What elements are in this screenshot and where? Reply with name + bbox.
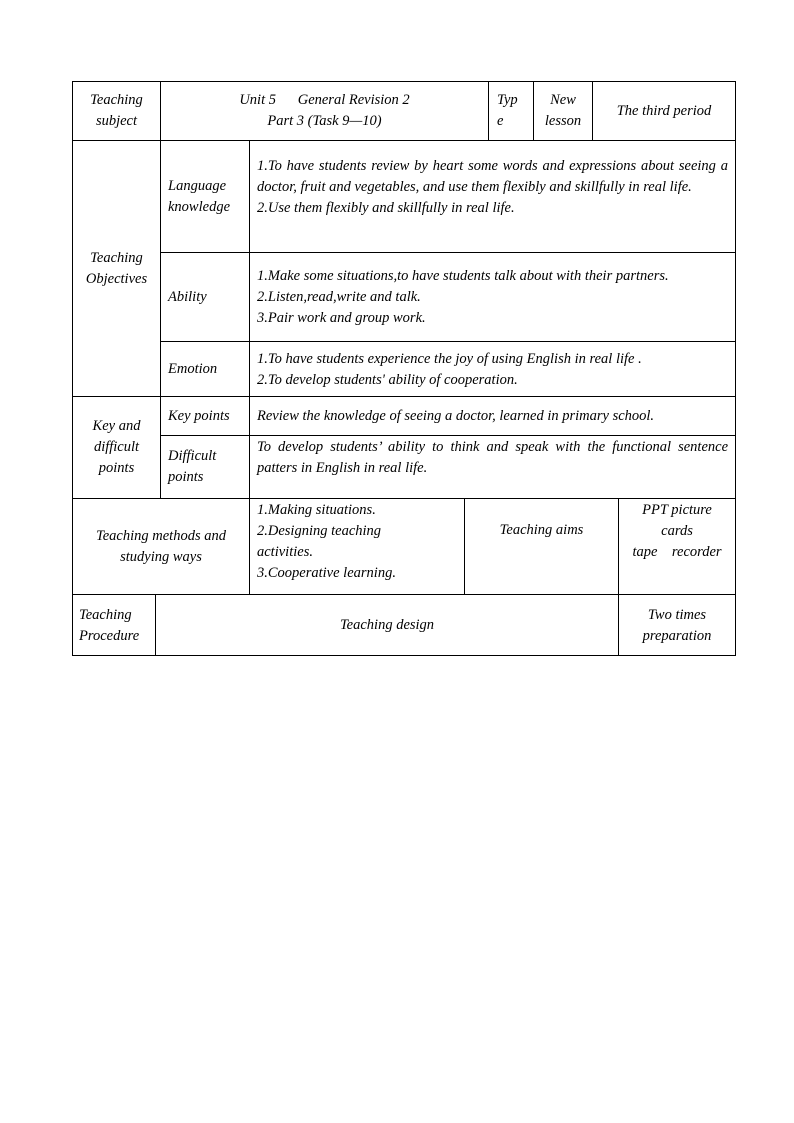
- language-knowledge-text: 1.To have students review by heart some words and expressions about seeing a doctor, fruit and vegetables, and use them flexibly and skillfully in real life. 2.Use them flexibly and skillfully in real life.: [257, 158, 728, 216]
- preparation-label: Two times preparation: [642, 606, 712, 644]
- language-knowledge-label: Language knowledge: [168, 177, 231, 215]
- difficult-points-label: Difficult points: [168, 448, 217, 485]
- key-difficult-points-label: Key and difficult points: [92, 418, 141, 476]
- teaching-aids: PPT picture cards tape recorder: [632, 502, 722, 560]
- teaching-subject-label: Teaching subject: [90, 92, 143, 129]
- teaching-procedure-label: Teaching Procedure: [79, 606, 140, 644]
- lesson-type: New lesson: [544, 92, 582, 129]
- teaching-objectives-label: Teaching Objectives: [85, 249, 148, 287]
- emotion-label: Emotion: [168, 360, 218, 377]
- ability-label: Ability: [168, 288, 207, 305]
- teaching-methods-list: 1.Making situations. 2.Designing teaching activities. 3.Cooperative learning.: [257, 502, 396, 581]
- key-points-label: Key points: [168, 407, 230, 424]
- period-label: The third period: [616, 102, 712, 119]
- ability-text: 1.Make some situations,to have students talk about with their partners. 2.Listen,read,write and talk. 3.Pair work and group work.: [257, 268, 669, 326]
- lesson-plan-table: [72, 81, 736, 656]
- unit-title: Unit 5 General Revision 2 Part 3 (Task 9—10): [239, 92, 410, 129]
- teaching-design-label: Teaching design: [339, 617, 435, 633]
- type-label: Typ e: [497, 92, 518, 129]
- teaching-methods-label: Teaching methods and studying ways: [96, 527, 226, 565]
- emotion-text: 1.To have students experience the joy of using English in real life . 2.To develop students' ability of cooperation.: [257, 351, 642, 388]
- key-points-text: Review the knowledge of seeing a doctor, learned in primary school.: [257, 407, 655, 424]
- difficult-points-text: To develop students’ ability to think and speak with the functional sentence patters in English in real life.: [257, 439, 728, 476]
- teaching-aims-label: Teaching aims: [499, 522, 584, 538]
